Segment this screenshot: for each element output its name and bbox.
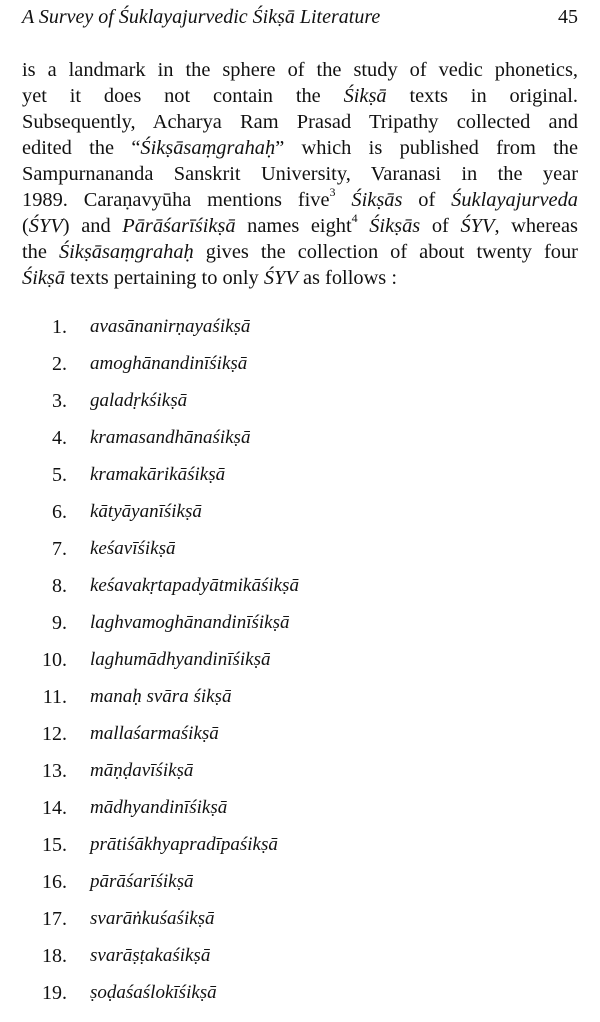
list-item-text: manaḥ svāra śikṣā: [90, 686, 232, 707]
list-item-text: kramasandhānaśikṣā: [90, 427, 251, 448]
list-item-number: 10.: [42, 649, 67, 671]
list-item-text: ṣoḍaśaślokīśikṣā: [90, 982, 217, 1003]
paragraph-line-1: is a landmark in the sphere of the study of vedic phonetics,: [22, 59, 578, 81]
running-header: [22, 6, 578, 34]
page-number: 45: [558, 6, 578, 28]
list-item-number: 13.: [42, 760, 67, 782]
list-item-text: svarāṣṭakaśikṣā: [90, 945, 211, 966]
list-item-number: 11.: [42, 686, 67, 708]
list-item-text: pārāśarīśikṣā: [90, 871, 194, 892]
footnote-ref-3[interactable]: 3: [329, 185, 336, 200]
list-item: [0, 686, 600, 723]
list-item-text: keśavīśikṣā: [90, 538, 176, 559]
list-item-text: māṇḍavīśikṣā: [90, 760, 194, 781]
list-item-text: kramakārikāśikṣā: [90, 464, 226, 485]
paragraph-line-4: edited the “Śikṣāsaṃgrahaḥ” which is published from the: [22, 137, 579, 159]
list-item: [0, 649, 600, 686]
list-item-number: 2.: [52, 353, 67, 375]
list-item-number: 18.: [42, 945, 67, 967]
list-item-number: 6.: [52, 501, 67, 523]
list-item: [0, 760, 600, 797]
list-item: [0, 501, 600, 538]
list-item-text: laghumādhyandinīśikṣā: [90, 649, 271, 670]
list-item-number: 1.: [52, 316, 67, 338]
list-item-text: avasānanirṇayaśikṣā: [90, 316, 251, 337]
list-item: [0, 538, 600, 575]
list-item: [0, 797, 600, 834]
list-item: [0, 945, 600, 982]
list-item-number: 16.: [42, 871, 67, 893]
list-item-text: prātiśākhyapradīpaśikṣā: [90, 834, 278, 855]
list-item-number: 12.: [42, 723, 67, 745]
list-item-number: 7.: [52, 538, 67, 560]
paragraph-line-2: yet it does not contain the Śikṣā texts in original.: [22, 85, 578, 107]
body-paragraph: [22, 57, 578, 291]
list-item: [0, 834, 600, 871]
list-item-number: 14.: [42, 797, 67, 819]
paragraph-line-3: Subsequently, Acharya Ram Prasad Tripathy collected and: [22, 111, 578, 133]
list-item-number: 15.: [42, 834, 67, 856]
list-item-text: kātyāyanīśikṣā: [90, 501, 202, 522]
paragraph-line-5: Sampurnananda Sanskrit University, Varanasi in the year: [22, 163, 578, 185]
list-item-text: keśavakṛtapadyātmikāśikṣā: [90, 575, 299, 596]
list-item: [0, 982, 600, 1019]
footnote-ref-4[interactable]: 4: [351, 211, 358, 226]
list-item-text: amoghānandinīśikṣā: [90, 353, 248, 374]
list-item: [0, 464, 600, 501]
list-item-number: 19.: [42, 982, 67, 1004]
running-title: A Survey of Śuklayajurvedic Śikṣā Literature: [22, 6, 381, 28]
paragraph-line-6: 1989. Caraṇavyūha mentions five$^3$ Śikṣās of Śuklayajurveda: [22, 185, 578, 211]
list-item-text: galadṛkśikṣā: [90, 390, 188, 411]
list-item: [0, 612, 600, 649]
list-item-text: mallaśarmaśikṣā: [90, 723, 219, 744]
list-item: [0, 390, 600, 427]
list-item: [0, 353, 600, 390]
siksa-text-list: [0, 316, 600, 1019]
list-item-number: 9.: [52, 612, 67, 634]
list-item-number: 4.: [52, 427, 67, 449]
list-item: [0, 316, 600, 353]
list-item-number: 5.: [52, 464, 67, 486]
list-item: [0, 427, 600, 464]
list-item: [0, 871, 600, 908]
list-item: [0, 723, 600, 760]
list-item-number: 8.: [52, 575, 67, 597]
paragraph-line-9: Śikṣā texts pertaining to only ŚYV as follows :: [22, 267, 397, 289]
list-item-number: 3.: [52, 390, 67, 412]
list-item-text: svarāṅkuśaśikṣā: [90, 908, 215, 929]
list-item-number: 17.: [42, 908, 67, 930]
list-item-text: mādhyandinīśikṣā: [90, 797, 228, 818]
paragraph-line-7: (ŚYV) and Pārāśarīśikṣā names eight$^4$ Śikṣās of ŚYV, whereas: [22, 211, 578, 237]
list-item: [0, 908, 600, 945]
list-item: [0, 575, 600, 612]
list-item-text: laghvamoghānandinīśikṣā: [90, 612, 290, 633]
paragraph-line-8: the Śikṣāsaṃgrahaḥ gives the collection of about twenty four: [22, 241, 578, 263]
